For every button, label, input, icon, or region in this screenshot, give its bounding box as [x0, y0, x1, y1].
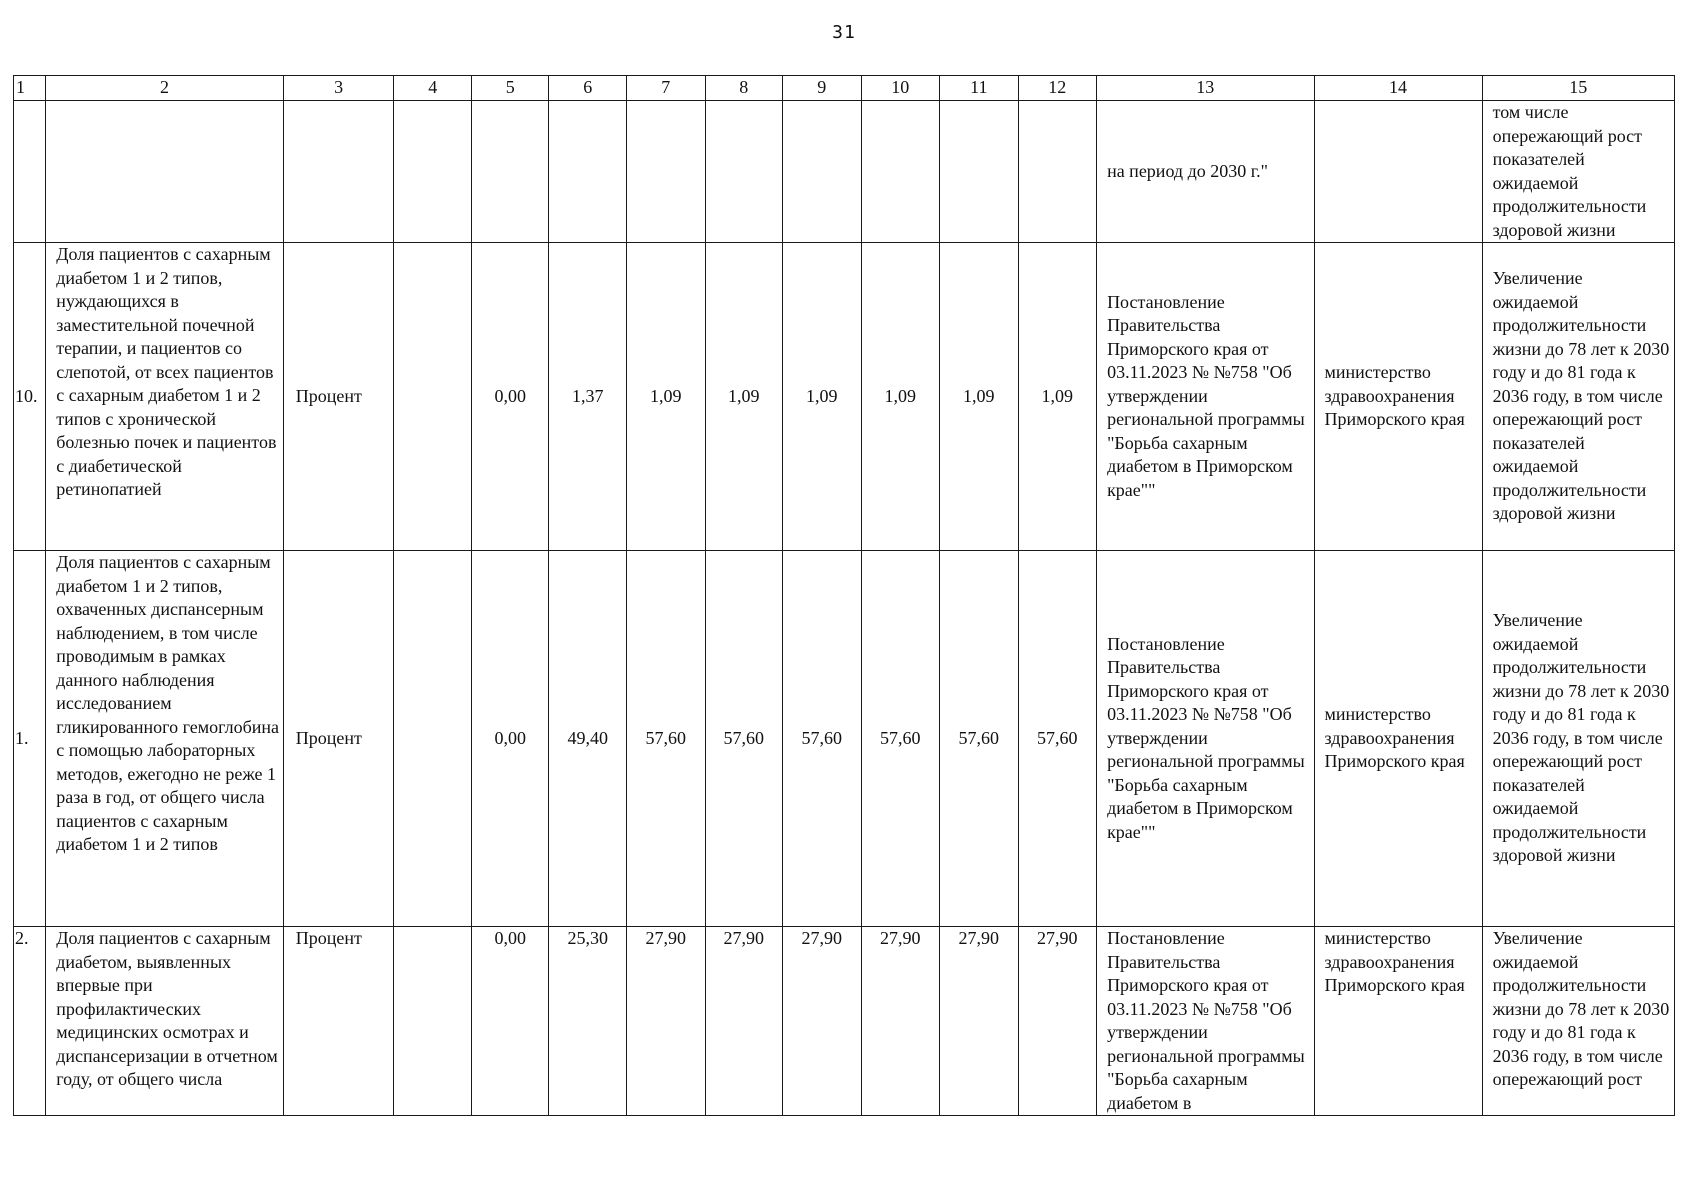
empty-cell: [283, 101, 394, 243]
value-cell: 27,90: [861, 927, 940, 1116]
header-cell: 9: [783, 76, 862, 101]
value-cell: 57,60: [626, 551, 705, 927]
indicator-name: Доля пациентов с сахарным диабетом 1 и 2 типов, нуждающихся в заместительной почечной терапии, и пациентов со слепотой, от всех пациентов с сахарным диабетом 1 и 2 типов с хронической болезнью почек и пациентов с диабетической ретинопатией: [46, 243, 284, 551]
value-cell: 1,09: [705, 243, 783, 551]
header-cell: 7: [626, 76, 705, 101]
empty-cell: [394, 101, 472, 243]
document-cell: Постановление Правительства Приморского края от 03.11.2023 № №758 "Об утверждении региональной программы "Борьба сахарным диабетом в: [1097, 927, 1314, 1116]
page-number: 31: [832, 22, 856, 43]
unit-cell: Процент: [283, 927, 394, 1116]
goal-cell: Увеличение ожидаемой продолжительности жизни до 78 лет к 2030 году и до 81 года к 2036 году, в том числе опережающий рост: [1482, 927, 1674, 1116]
value-cell: 49,40: [549, 551, 627, 927]
value-cell: 57,60: [861, 551, 940, 927]
empty-cell: [783, 101, 862, 243]
header-cell: 11: [940, 76, 1019, 101]
value-cell: 27,90: [1018, 927, 1097, 1116]
empty-cell: [1314, 101, 1482, 243]
unit-cell: Процент: [283, 551, 394, 927]
empty-cell: [14, 101, 46, 243]
goal-cell: Увеличение ожидаемой продолжительности жизни до 78 лет к 2030 году и до 81 года к 2036 году, в том числе опережающий рост показателей ожидаемой продолжительности здоровой жизни: [1482, 243, 1674, 551]
value-cell: 0,00: [471, 551, 549, 927]
value-cell: 57,60: [783, 551, 862, 927]
empty-cell: [705, 101, 783, 243]
header-cell: 2: [46, 76, 284, 101]
value-cell: 57,60: [705, 551, 783, 927]
empty-cell: [394, 927, 472, 1116]
header-cell: 8: [705, 76, 783, 101]
header-cell: 3: [283, 76, 394, 101]
header-cell: 13: [1097, 76, 1314, 101]
responsible-cell: министерство здравоохранения Приморского края: [1314, 551, 1482, 927]
value-cell: 25,30: [549, 927, 627, 1116]
header-cell: 12: [1018, 76, 1097, 101]
row-number: 1.: [14, 551, 46, 927]
value-cell: 27,90: [783, 927, 862, 1116]
goal-cell: том числе опережающий рост показателей ожидаемой продолжительности здоровой жизни: [1482, 101, 1674, 243]
value-cell: 1,09: [626, 243, 705, 551]
value-cell: 27,90: [626, 927, 705, 1116]
value-cell: 1,09: [861, 243, 940, 551]
column-number-header-row: [14, 76, 1675, 101]
table-row: [14, 551, 1675, 927]
value-cell: 1,37: [549, 243, 627, 551]
empty-cell: [394, 243, 472, 551]
empty-cell: [46, 101, 284, 243]
table-row: [14, 927, 1675, 1116]
value-cell: 1,09: [1018, 243, 1097, 551]
empty-cell: [549, 101, 627, 243]
indicators-table: [13, 75, 1675, 1116]
table-row: [14, 243, 1675, 551]
header-cell: 4: [394, 76, 472, 101]
value-cell: 1,09: [783, 243, 862, 551]
responsible-cell: министерство здравоохранения Приморского края: [1314, 243, 1482, 551]
value-cell: 0,00: [471, 927, 549, 1116]
value-cell: 57,60: [1018, 551, 1097, 927]
header-cell: 5: [471, 76, 549, 101]
row-number: 2.: [14, 927, 46, 1116]
table-row-continuation: [14, 101, 1675, 243]
document-cell: на период до 2030 г.": [1097, 101, 1314, 243]
empty-cell: [940, 101, 1019, 243]
header-cell: 6: [549, 76, 627, 101]
value-cell: 0,00: [471, 243, 549, 551]
goal-cell: Увеличение ожидаемой продолжительности жизни до 78 лет к 2030 году и до 81 года к 2036 году, в том числе опережающий рост показателей ожидаемой продолжительности здоровой жизни: [1482, 551, 1674, 927]
empty-cell: [471, 101, 549, 243]
value-cell: 27,90: [940, 927, 1019, 1116]
header-cell: 1: [14, 76, 46, 101]
row-number: 10.: [14, 243, 46, 551]
empty-cell: [1018, 101, 1097, 243]
empty-cell: [626, 101, 705, 243]
empty-cell: [861, 101, 940, 243]
indicator-name: Доля пациентов с сахарным диабетом 1 и 2 типов, охваченных диспансерным наблюдением, в том числе проводимым в рамках данного наблюдения исследованием гликированного гемоглобина с помощью лабораторных методов, ежегодно не реже 1 раза в год, от общего числа пациентов с сахарным диабетом 1 и 2 типов: [46, 551, 284, 927]
unit-cell: Процент: [283, 243, 394, 551]
document-cell: Постановление Правительства Приморского края от 03.11.2023 № №758 "Об утверждении региональной программы "Борьба сахарным диабетом в Приморском крае"": [1097, 243, 1314, 551]
responsible-cell: министерство здравоохранения Приморского края: [1314, 927, 1482, 1116]
document-cell: Постановление Правительства Приморского края от 03.11.2023 № №758 "Об утверждении региональной программы "Борьба сахарным диабетом в Приморском крае"": [1097, 551, 1314, 927]
value-cell: 57,60: [940, 551, 1019, 927]
header-cell: 14: [1314, 76, 1482, 101]
empty-cell: [394, 551, 472, 927]
value-cell: 27,90: [705, 927, 783, 1116]
value-cell: 1,09: [940, 243, 1019, 551]
header-cell: 10: [861, 76, 940, 101]
indicator-name: Доля пациентов с сахарным диабетом, выявленных впервые при профилактических медицинских осмотрах и диспансеризации в отчетном году, от общего числа: [46, 927, 284, 1116]
header-cell: 15: [1482, 76, 1674, 101]
